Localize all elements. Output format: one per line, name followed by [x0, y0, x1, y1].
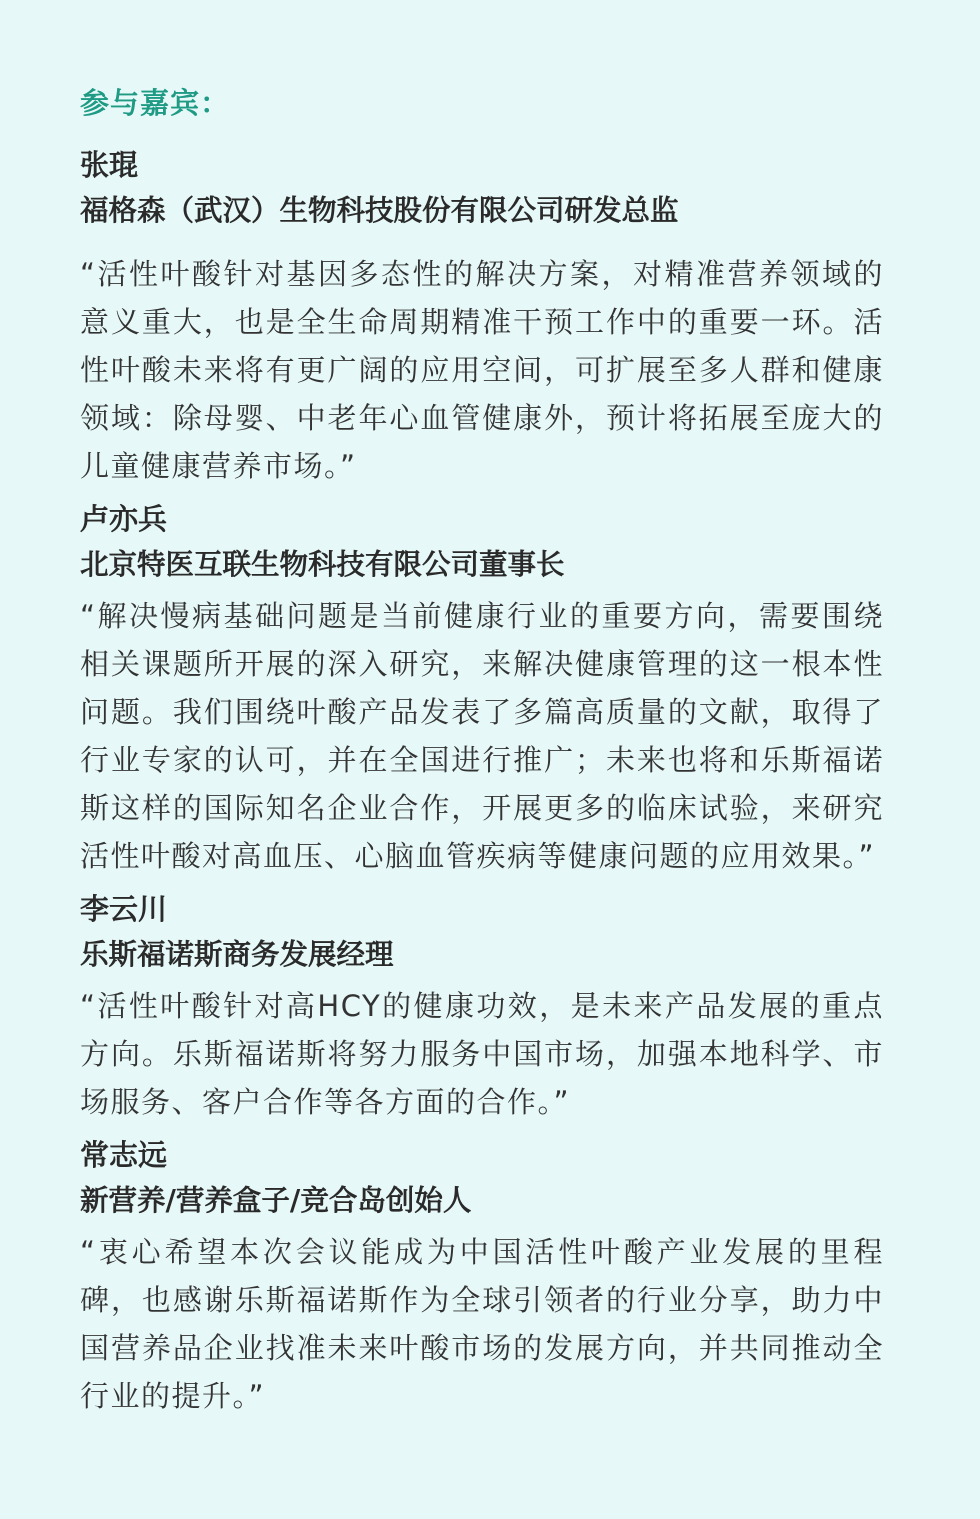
- guest-name: 常志远: [80, 1138, 168, 1172]
- guest-quote: “活性叶酸针对基因多态性的解决方案，对精准营养领域的意义重大，也是全生命周期精准干预工作中的重要一环。活性叶酸未来将有更广阔的应用空间，可扩展至多人群和健康领域：除母婴、中老年心血管健康外，预计将拓展至庞大的儿童健康营养市场。”: [80, 257, 884, 483]
- guest-title: 北京特医互联生物科技有限公司董事长: [80, 548, 565, 581]
- guest-quote: “衷心希望本次会议能成为中国活性叶酸产业发展的里程碑，也感谢乐斯福诺斯作为全球引领者的行业分享，助力中国营养品企业找准未来叶酸市场的发展方向，并共同推动全行业的提升。”: [80, 1235, 884, 1413]
- guest-block: [80, 1134, 884, 1420]
- guest-quote: “活性叶酸针对高HCY的健康功效，是未来产品发展的重点方向。乐斯福诺斯将努力服务中国市场，加强本地科学、市场服务、客户合作等各方面的合作。”: [80, 989, 884, 1119]
- guest-block: [80, 144, 884, 490]
- guest-quote: “解决慢病基础问题是当前健康行业的重要方向，需要围绕相关课题所开展的深入研究，来解决健康管理的这一根本性问题。我们围绕叶酸产品发表了多篇高质量的文献，取得了行业专家的认可，并在全国进行推广；未来也将和乐斯福诺斯这样的国际知名企业合作，开展更多的临床试验，来研究活性叶酸对高血压、心脑血管疾病等健康问题的应用效果。”: [80, 599, 884, 873]
- guest-title: 新营养/营养盒子/竞合岛创始人: [80, 1184, 472, 1217]
- guest-name: 李云川: [80, 892, 168, 926]
- guest-name: 张琨: [80, 148, 139, 182]
- section-heading: 参与嘉宾：: [80, 86, 231, 120]
- guest-title: 乐斯福诺斯商务发展经理: [80, 938, 394, 971]
- guest-title: 福格森（武汉）生物科技股份有限公司研发总监: [80, 194, 679, 227]
- guest-name: 卢亦兵: [80, 502, 168, 536]
- guest-block: [80, 888, 884, 1126]
- guest-block: [80, 498, 884, 880]
